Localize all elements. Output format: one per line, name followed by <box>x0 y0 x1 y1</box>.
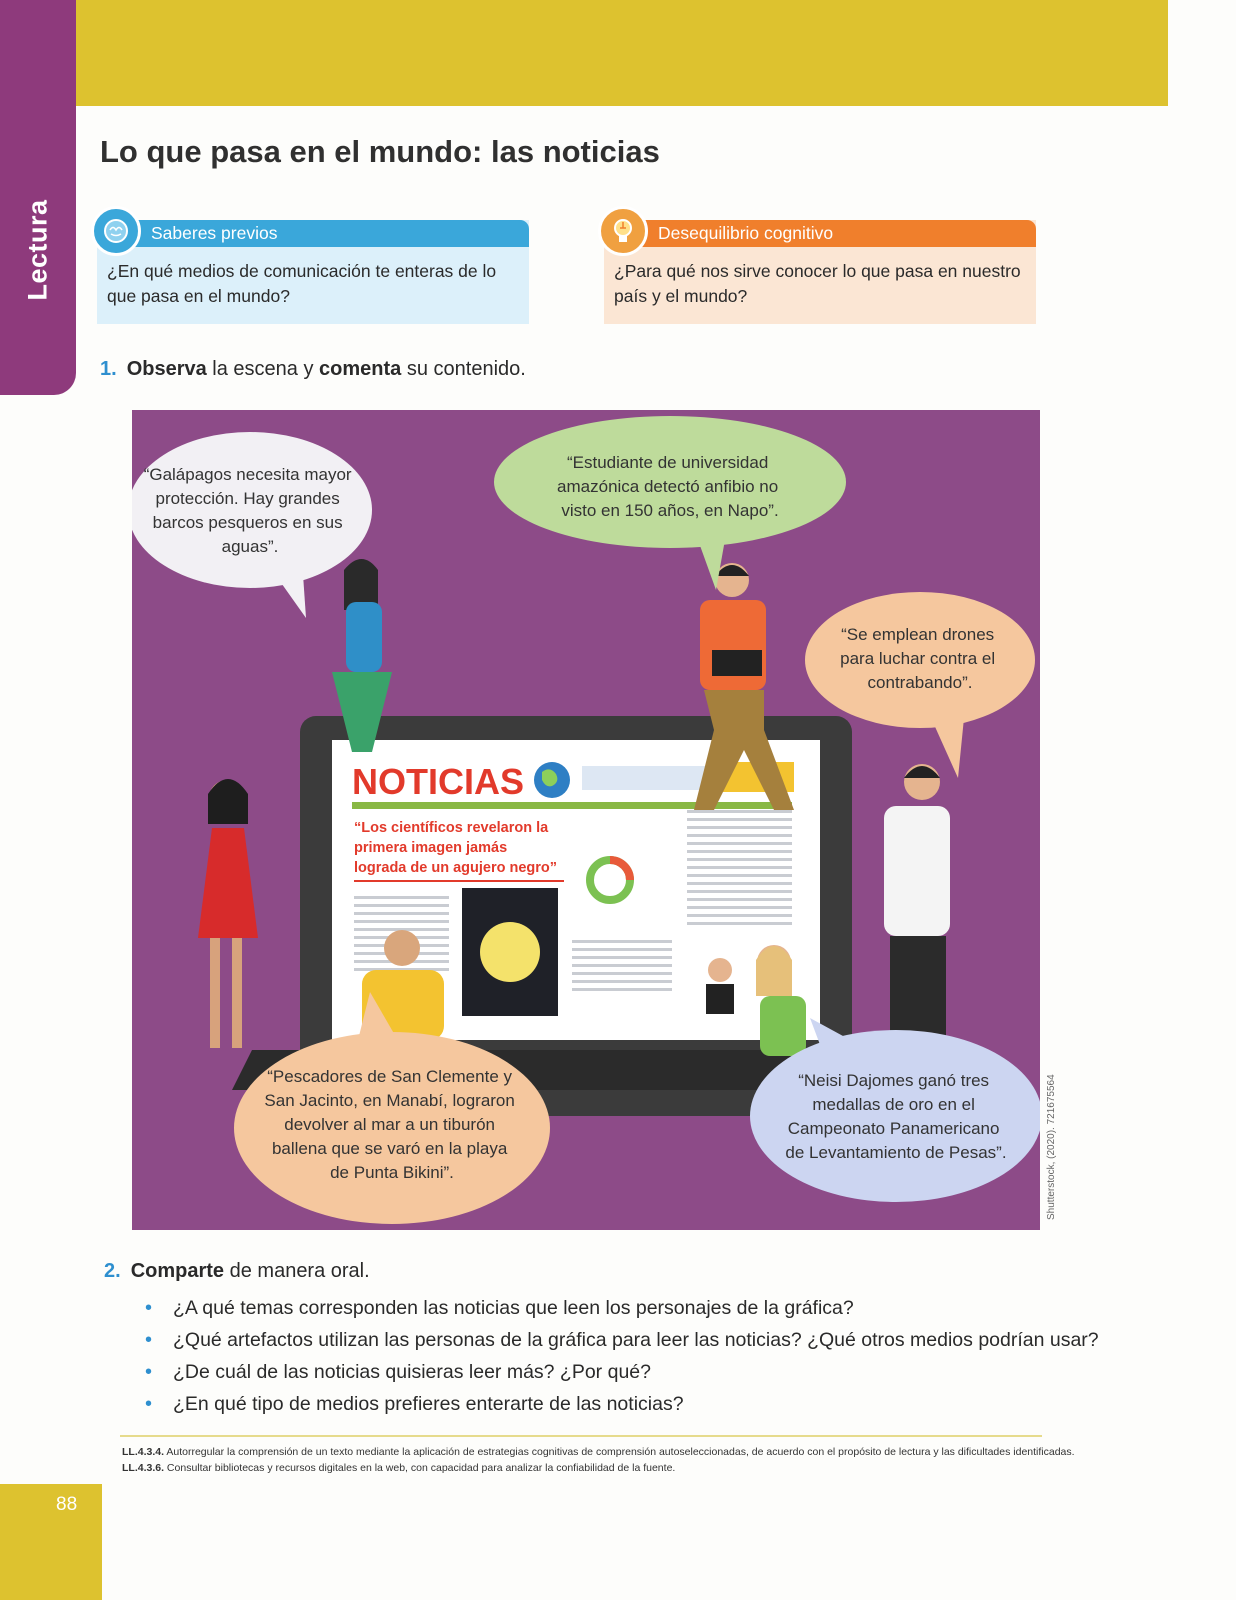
drones-line-1: “Se emplean drones <box>841 625 995 644</box>
question-item: • ¿De cuál de las noticias quisieras leer más? ¿Por qué? <box>145 1358 1099 1390</box>
activity-1-number: 1. <box>100 358 117 380</box>
saberes-previos-label: Saberes previos <box>151 223 278 243</box>
screen-title-noticias: NOTICIAS <box>352 761 525 802</box>
bubble-galapagos <box>132 432 372 618</box>
saberes-previos-box <box>97 220 529 324</box>
neisi-line-4: de Levantamiento de Pesas”. <box>785 1143 1007 1162</box>
footer-divider <box>120 1435 1042 1437</box>
black-hole-glow <box>480 922 540 982</box>
page-title: Lo que pasa en el mundo: las noticias <box>100 134 660 169</box>
estudiante-line-1: “Estudiante de universidad <box>566 453 769 472</box>
bubble-estudiante <box>494 416 846 590</box>
headline-line-2: primera imagen jamás <box>354 840 508 856</box>
galapagos-line-3: barcos pesqueros en sus <box>152 513 343 532</box>
galapagos-line-4: aguas”. <box>221 537 279 556</box>
pescadores-line-1: “Pescadores de San Clemente y <box>267 1067 513 1086</box>
galapagos-line-2: protección. Hay grandes <box>155 489 340 508</box>
galapagos-line-1: “Galápagos necesita mayor <box>143 465 352 484</box>
svg-text:“Estudiante de universidad <box>557 453 783 520</box>
activity-2-verb-comparte: Comparte <box>130 1260 225 1282</box>
top-color-band <box>76 0 1168 106</box>
lightbulb-icon <box>598 206 648 256</box>
headline-underline <box>354 880 564 882</box>
section-tab <box>0 0 76 395</box>
activity-1-instruction <box>100 358 526 381</box>
question-item: • ¿Qué artefactos utilizan las personas de la gráfica para leer las noticias? ¿Qué otros medios podrían usar? <box>145 1326 1099 1358</box>
saberes-line-1: ¿En qué medios de comunicación te enteras de lo <box>107 261 497 281</box>
footnote-item <box>122 1460 1075 1476</box>
saberes-previos-text <box>97 247 529 309</box>
saberes-line-2: que pasa en el mundo? <box>107 286 290 306</box>
activity-1-verb-observa: Observa <box>126 358 207 380</box>
footnote-item <box>122 1444 1075 1460</box>
brain-icon <box>91 206 141 256</box>
question-item: • ¿A qué temas corresponden las noticias que leen los personajes de la gráfica? <box>145 1294 1099 1326</box>
drones-line-2: para luchar contra el <box>840 649 996 668</box>
neisi-line-1: “Neisi Dajomes ganó tres <box>798 1071 990 1090</box>
saberes-previos-header <box>97 220 529 247</box>
pescadores-line-3: devolver al mar a un tiburón <box>284 1115 495 1134</box>
skill-footnotes <box>122 1444 1075 1476</box>
footnote-code: LL.4.3.6. <box>122 1462 165 1474</box>
drones-line-3: contrabando”. <box>867 673 973 692</box>
page-number: 88 <box>56 1494 78 1515</box>
pescadores-line-5: de Punta Bikini”. <box>330 1163 454 1182</box>
questions-list <box>145 1294 1099 1422</box>
pescadores-line-4: ballena que se varó en la playa <box>271 1139 508 1158</box>
woman-red-dress-character <box>198 779 258 1048</box>
desequilibrio-cognitivo-label: Desequilibrio cognitivo <box>658 223 834 243</box>
headline-line-3: lograda de un agujero negro” <box>354 860 558 876</box>
image-credit: Shutterstock, (2020). 721675564 <box>1046 1074 1057 1220</box>
question-item: • ¿En qué tipo de medios prefieres enterarte de las noticias? <box>145 1390 1099 1422</box>
neisi-line-2: medallas de oro en el <box>812 1095 975 1114</box>
news-scene-illustration <box>132 410 1040 1230</box>
activity-2-number: 2. <box>104 1260 121 1282</box>
neisi-line-3: Campeonato Panamericano <box>787 1119 1000 1138</box>
page-number-box <box>0 1484 102 1600</box>
estudiante-line-2: amazónica detectó anfibio no <box>557 477 779 496</box>
desequilibrio-line-2: país y el mundo? <box>614 286 748 306</box>
activity-2-instruction <box>104 1260 370 1283</box>
footnote-text: Consultar bibliotecas y recursos digitales en la web, con capacidad para analizar la confiabilidad de la fuente. <box>164 1462 676 1474</box>
activity-1-verb-comenta: comenta <box>319 358 402 380</box>
desequilibrio-cognitivo-text <box>604 247 1036 309</box>
desequilibrio-cognitivo-box <box>604 220 1036 324</box>
man-on-screen-character <box>706 958 734 1014</box>
estudiante-line-3: visto en 150 años, en Napo”. <box>561 501 779 520</box>
desequilibrio-line-1: ¿Para qué nos sirve conocer lo que pasa en nuestro <box>614 261 1021 281</box>
activity-1-middle: la escena y <box>206 358 320 380</box>
activity-2-rest: de manera oral. <box>224 1260 370 1282</box>
pescadores-line-2: San Jacinto, en Manabí, lograron <box>264 1091 515 1110</box>
screen-green-rule <box>352 802 792 809</box>
desequilibrio-cognitivo-header <box>604 220 1036 247</box>
headline-line-1: “Los científicos revelaron la <box>354 820 549 836</box>
footnote-text: Autorregular la comprensión de un texto mediante la aplicación de estrategias cognitivas de comprensión autoseleccionadas, de acuerdo con el propósito de lectura y las dificultades identificadas. <box>164 1446 1075 1458</box>
activity-1-end: su contenido. <box>401 358 526 380</box>
footnote-code: LL.4.3.4. <box>122 1446 165 1458</box>
section-tab-label: Lectura <box>22 199 53 301</box>
